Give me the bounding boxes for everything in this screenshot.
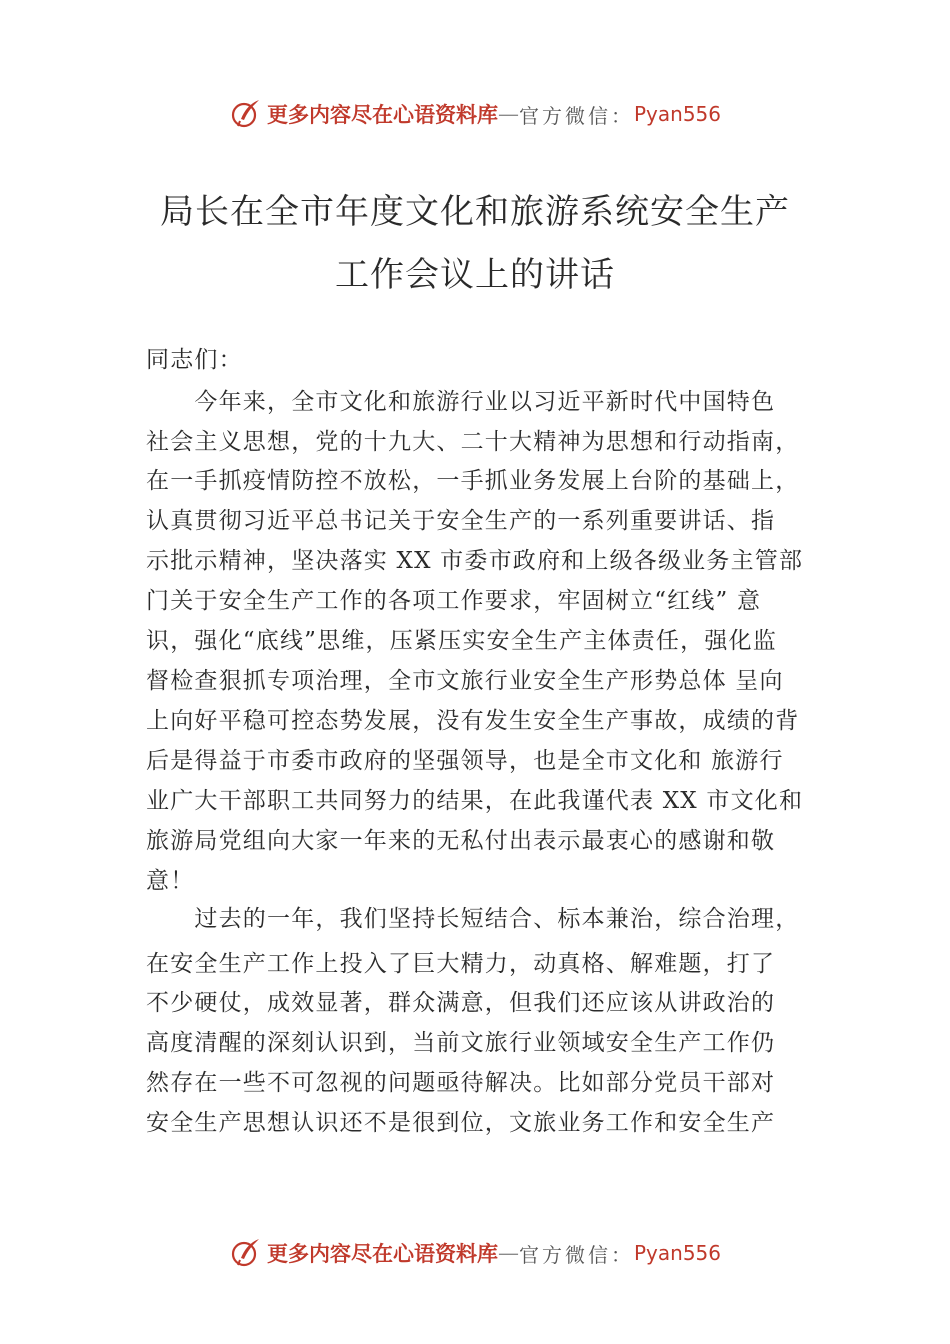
- body-line: 认真贯彻习近平总书记关于安全生产的一系列重要讲话、指: [146, 508, 776, 534]
- wechat-label: 官方微信：: [518, 103, 634, 128]
- document-title-line1: 局长在全市年度文化和旅游系统安全生产: [160, 192, 790, 232]
- body-line: 不少硬仗，成效显著，群众满意，但我们还应该从讲政治的: [146, 990, 776, 1016]
- body-line: 识，强化“底线”思维，压紧压实安全生产主体责任，强化监: [146, 628, 777, 654]
- wechat-label: 官方微信：: [518, 1242, 634, 1267]
- body-line: 示批示精神，坚决落实 XX 市委市政府和上级各级业务主管部: [146, 548, 804, 574]
- body-line: 社会主义思想，党的十九大、二十大精神为思想和行动指南，: [146, 429, 800, 455]
- body-line: 旅游局党组向大家一年来的无私付出表示最衷心的感谢和敬: [146, 828, 776, 854]
- body-line: 过去的一年，我们坚持长短结合、标本兼治，综合治理，: [146, 906, 800, 932]
- wechat-id: Pyan556: [633, 1241, 721, 1265]
- quill-logo-icon: [229, 1236, 263, 1270]
- body-line: 安全生产思想认识还不是很到位，文旅业务工作和安全生产: [146, 1110, 776, 1136]
- body-line: 督检查狠抓专项治理，全市文旅行业安全生产形势总体 呈向: [146, 668, 784, 694]
- body-line: 后是得益于市委市政府的坚强领导，也是全市文化和 旅游行: [146, 748, 784, 774]
- footer-banner: [0, 1233, 950, 1273]
- body-line: 门关于安全生产工作的各项工作要求，牢固树立“红线” 意: [146, 588, 762, 614]
- body-line: 高度清醒的深刻认识到，当前文旅行业领域安全生产工作仍: [146, 1030, 776, 1056]
- quill-logo-icon: [229, 97, 263, 131]
- body-line: 意！: [146, 868, 195, 894]
- banner-separator: —: [497, 1241, 519, 1265]
- body-line: 今年来，全市文化和旅游行业以习近平新时代中国特色: [146, 389, 776, 415]
- body-line: 在安全生产工作上投入了巨大精力，动真格、解难题，打了: [146, 951, 776, 977]
- brand-name: 更多内容尽在心语资料库: [266, 102, 498, 127]
- header-banner: [0, 94, 950, 134]
- body-line: 然存在一些不可忽视的问题亟待解决。比如部分党员干部对: [146, 1070, 776, 1096]
- wechat-id: Pyan556: [633, 102, 721, 126]
- body-line: 业广大干部职工共同努力的结果，在此我谨代表 XX 市文化和: [146, 788, 804, 814]
- banner-separator: —: [497, 102, 519, 126]
- document-title-line2: 工作会议上的讲话: [335, 255, 615, 295]
- body-line: 上向好平稳可控态势发展，没有发生安全生产事故，成绩的背: [146, 708, 800, 734]
- body-line: 在一手抓疫情防控不放松，一手抓业务发展上台阶的基础上，: [146, 468, 800, 494]
- brand-name: 更多内容尽在心语资料库: [266, 1241, 498, 1266]
- salutation: 同志们：: [146, 347, 243, 373]
